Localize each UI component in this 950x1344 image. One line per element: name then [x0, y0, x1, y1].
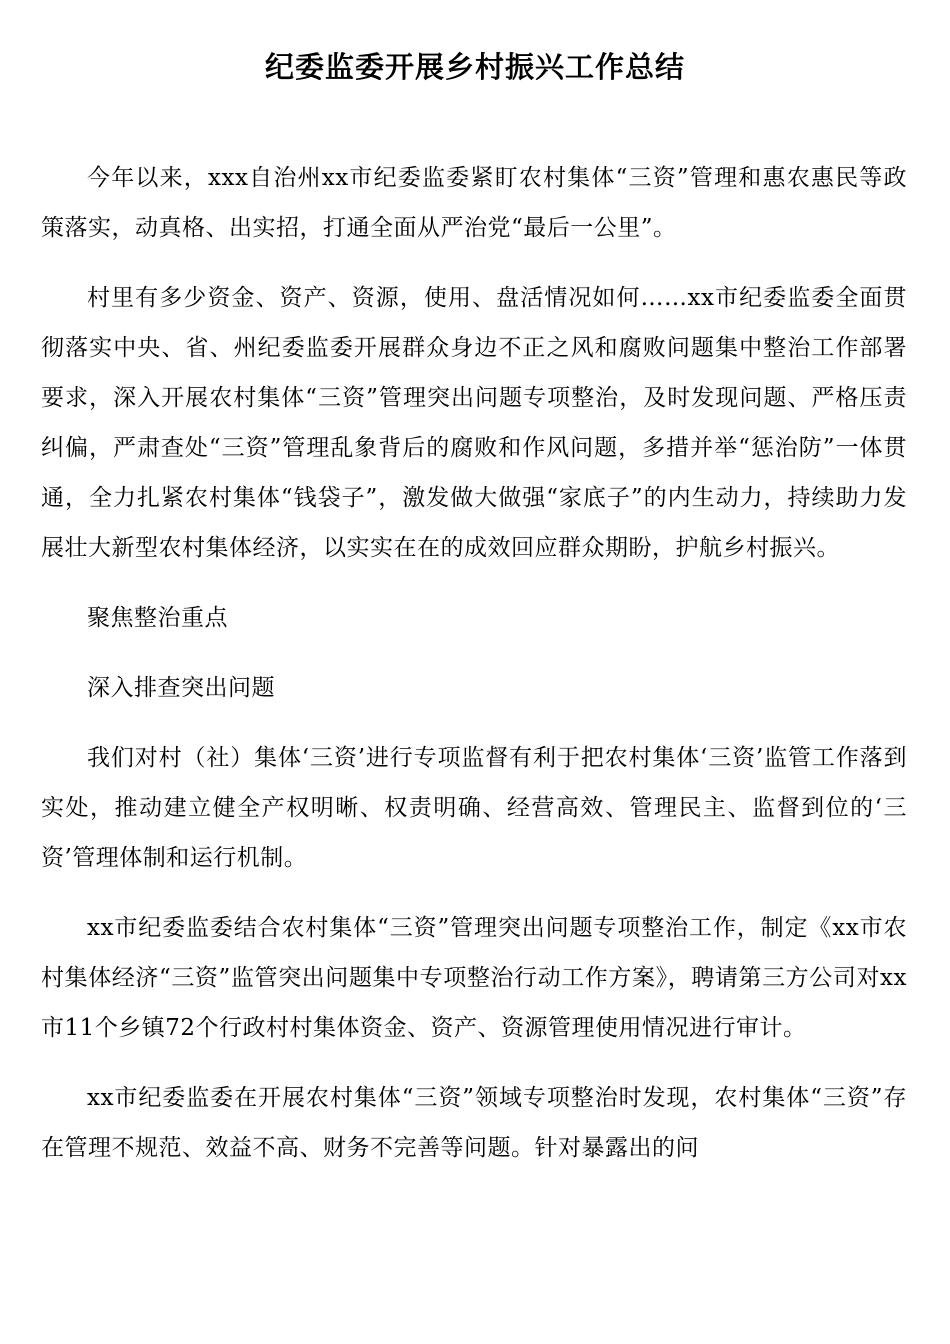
paragraph-overview: 村里有多少资金、资产、资源，使用、盘活情况如何……xx市纪委监委全面贯彻落实中央、省、州纪委监委开展群众身边不正之风和腐败问题集中整治工作部署要求，深入开展农村集体“三资”管理突出问题专项整治，及时发现问题、严格压责纠偏，严肃查处“三资”管理乱象背后的腐败和作风问题，多措并举“惩治防”一体贯通，全力扎紧农村集体“钱袋子”，激发做大做强“家底子”的内生动力，持续助力发展壮大新型农村集体经济，以实实在在的成效回应群众期盼，护航乡村振兴。 [41, 285, 907, 561]
section-heading: 聚焦整治重点 [87, 605, 228, 631]
paragraph-audit: xx市纪委监委结合农村集体“三资”管理突出问题专项整治工作，制定《xx市农村集体经济“三资”监管突出问题集中专项整治行动工作方案》，聘请第三方公司对xx市11个乡镇72个行政村村集体资金、资产、资源管理使用情况进行审计。 [41, 915, 907, 1041]
paragraph-findings: xx市纪委监委在开展农村集体“三资”领域专项整治时发现，农村集体“三资”存在管理不规范、效益不高、财务不完善等问题。针对暴露出的问 [41, 1085, 907, 1161]
paragraph-supervision: 我们对村（社）集体‘三资’进行专项监督有利于把农村集体‘三资’监管工作落到实处，推动建立健全产权明晰、权责明确、经营高效、管理民主、监督到位的‘三资’管理体制和运行机制。 [41, 745, 907, 871]
paragraph-intro: 今年以来，xxx自治州xx市纪委监委紧盯农村集体“三资”管理和惠农惠民等政策落实，动真格、出实招，打通全面从严治党“最后一公里”。 [41, 165, 907, 241]
document-title: 纪委监委开展乡村振兴工作总结 [264, 50, 685, 84]
subsection-heading: 深入排查突出问题 [87, 675, 275, 701]
document-body [41, 153, 907, 1193]
